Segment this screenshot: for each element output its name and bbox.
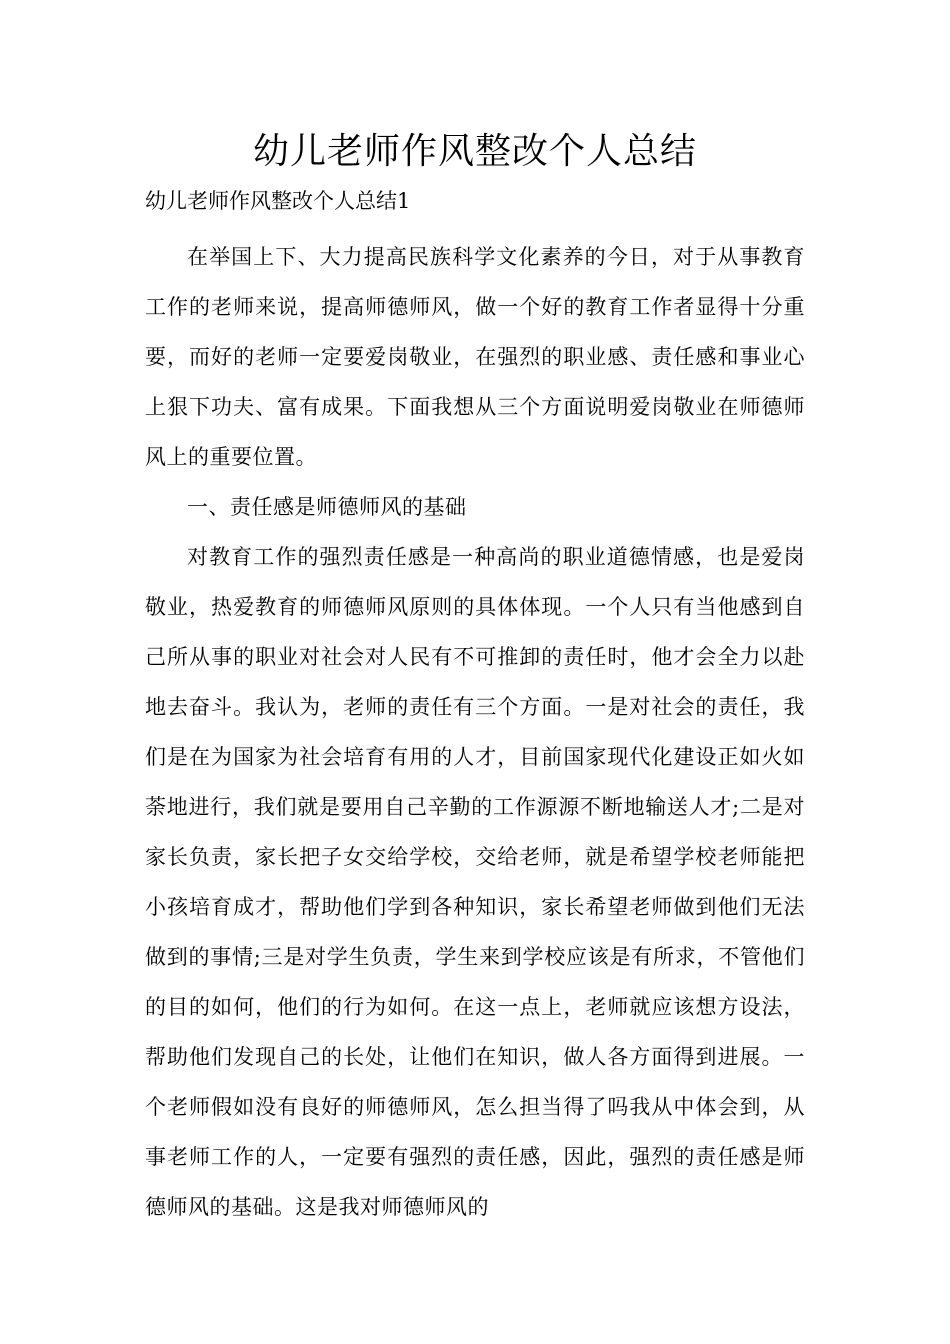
document-subtitle: 幼儿老师作风整改个人总结1 [145,189,411,213]
section-heading: 一、责任感是师德师风的基础 [187,495,467,519]
document-body [145,232,805,1232]
document-title: 幼儿老师作风整改个人总结 [252,131,697,172]
paragraph-intro: 在举国上下、大力提高民族科学文化素养的今日，对于从事教育工作的老师来说，提高师德师风，做一个好的教育工作者显得十分重要，而好的老师一定要爱岗敬业，在强烈的职业感、责任感和事业心上狠下功夫、富有成果。下面我想从三个方面说明爱岗敬业在师德师风上的重要位置。 [145,245,805,469]
paragraph-responsibility: 对教育工作的强烈责任感是一种高尚的职业道德情感，也是爱岗敬业，热爱教育的师德师风原则的具体体现。一个人只有当他感到自己所从事的职业对社会对人民有不可推卸的责任时，他才会全力以赴地去奋斗。我认为，老师的责任有三个方面。一是对社会的责任，我们是在为国家为社会培育有用的人才，目前国家现代化建设正如火如荼地进行，我们就是要用自己辛勤的工作源源不断地输送人才;二是对家长负责，家长把子女交给学校，交给老师，就是希望学校老师能把小孩培育成才，帮助他们学到各种知识，家长希望老师做到他们无法做到的事情;三是对学生负责，学生来到学校应该是有所求，不管他们的目的如何，他们的行为如何。在这一点上，老师就应该想方设法，帮助他们发现自己的长处，让他们在知识，做人各方面得到进展。一个老师假如没有良好的师德师风，怎么担当得了吗我从中体会到，从事老师工作的人，一定要有强烈的责任感，因此，强烈的责任感是师德师风的基础。这是我对师德师风的 [145,545,805,1219]
